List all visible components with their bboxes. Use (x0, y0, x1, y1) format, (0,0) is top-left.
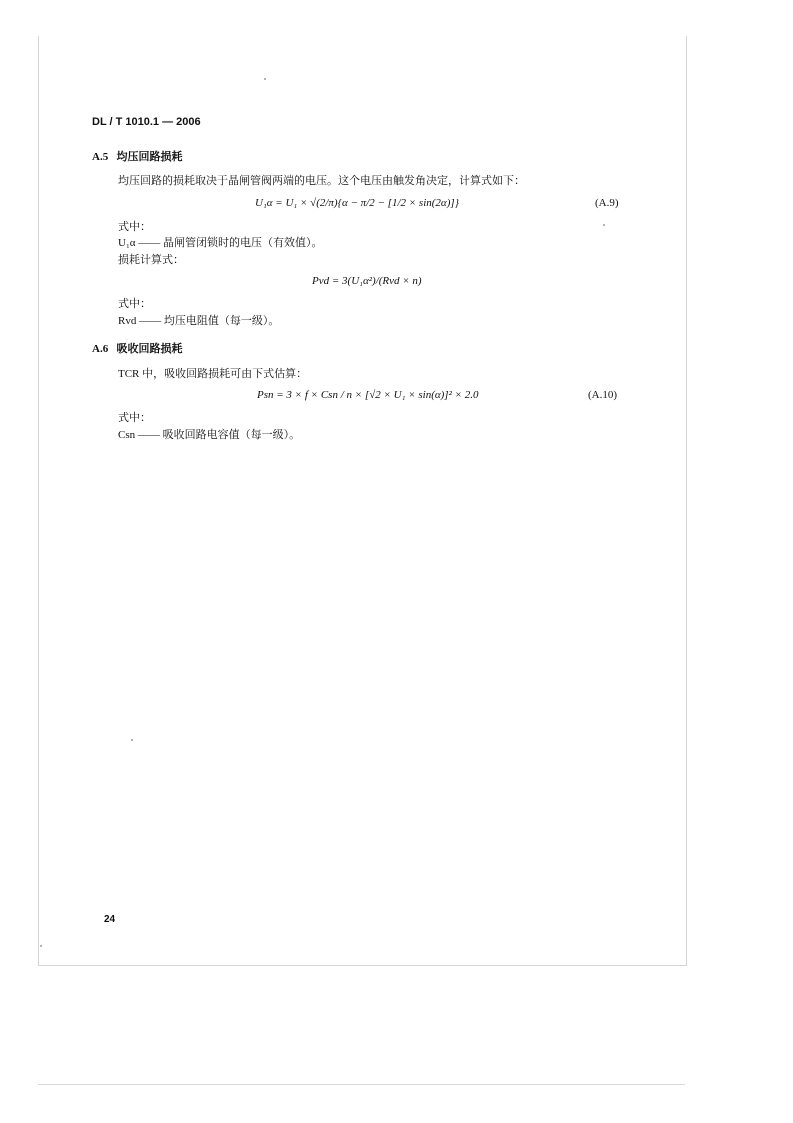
formula-a10: Psn = 3 × f × Csn / n × [√2 × U₁ × sin(α)]² × 2.0 (257, 389, 479, 401)
section-a6-number: A.6 (92, 343, 109, 355)
scan-speck (264, 78, 266, 80)
scan-speck (131, 739, 133, 741)
definition-csn: Csn —— 吸收回路电容值（每一级）。 (118, 429, 301, 441)
section-a6-title: 吸收回路损耗 (116, 343, 183, 355)
section-a5-title: 均压回路损耗 (116, 151, 183, 163)
definition-u1a: U₁α —— 晶闸管闭锁时的电压（有效值）。 (118, 237, 323, 249)
page-number: 24 (104, 914, 116, 925)
section-a6-intro: TCR 中，吸收回路损耗可由下式估算： (118, 368, 308, 380)
formula-pvd: Pvd = 3(U₁α²)/(Rvd × n) (312, 275, 422, 287)
section-a5-number: A.5 (92, 151, 109, 163)
scan-speck (603, 224, 605, 226)
loss-formula-label: 损耗计算式： (118, 254, 184, 266)
standard-header: DL / T 1010.1 — 2006 (92, 116, 201, 128)
section-a6-heading (92, 342, 182, 356)
definition-rvd: Rvd —— 均压电阻值（每一级）。 (118, 315, 280, 327)
scan-speck (40, 945, 42, 947)
where-label-2: 式中： (118, 298, 151, 310)
equation-number-a9: (A.9) (595, 197, 619, 209)
formula-a9: U₁α = U₁ × √(2/π){α − π/2 − [1/2 × sin(2α)]} (255, 197, 460, 209)
equation-number-a10: (A.10) (588, 389, 618, 401)
where-label-3: 式中： (118, 412, 151, 424)
section-a5-intro: 均压回路的损耗取决于晶闸管阀两端的电压。这个电压由触发角决定，计算式如下： (118, 175, 525, 187)
section-a5-heading (92, 150, 182, 164)
bottom-divider (38, 1084, 685, 1085)
where-label-1: 式中： (118, 221, 151, 233)
